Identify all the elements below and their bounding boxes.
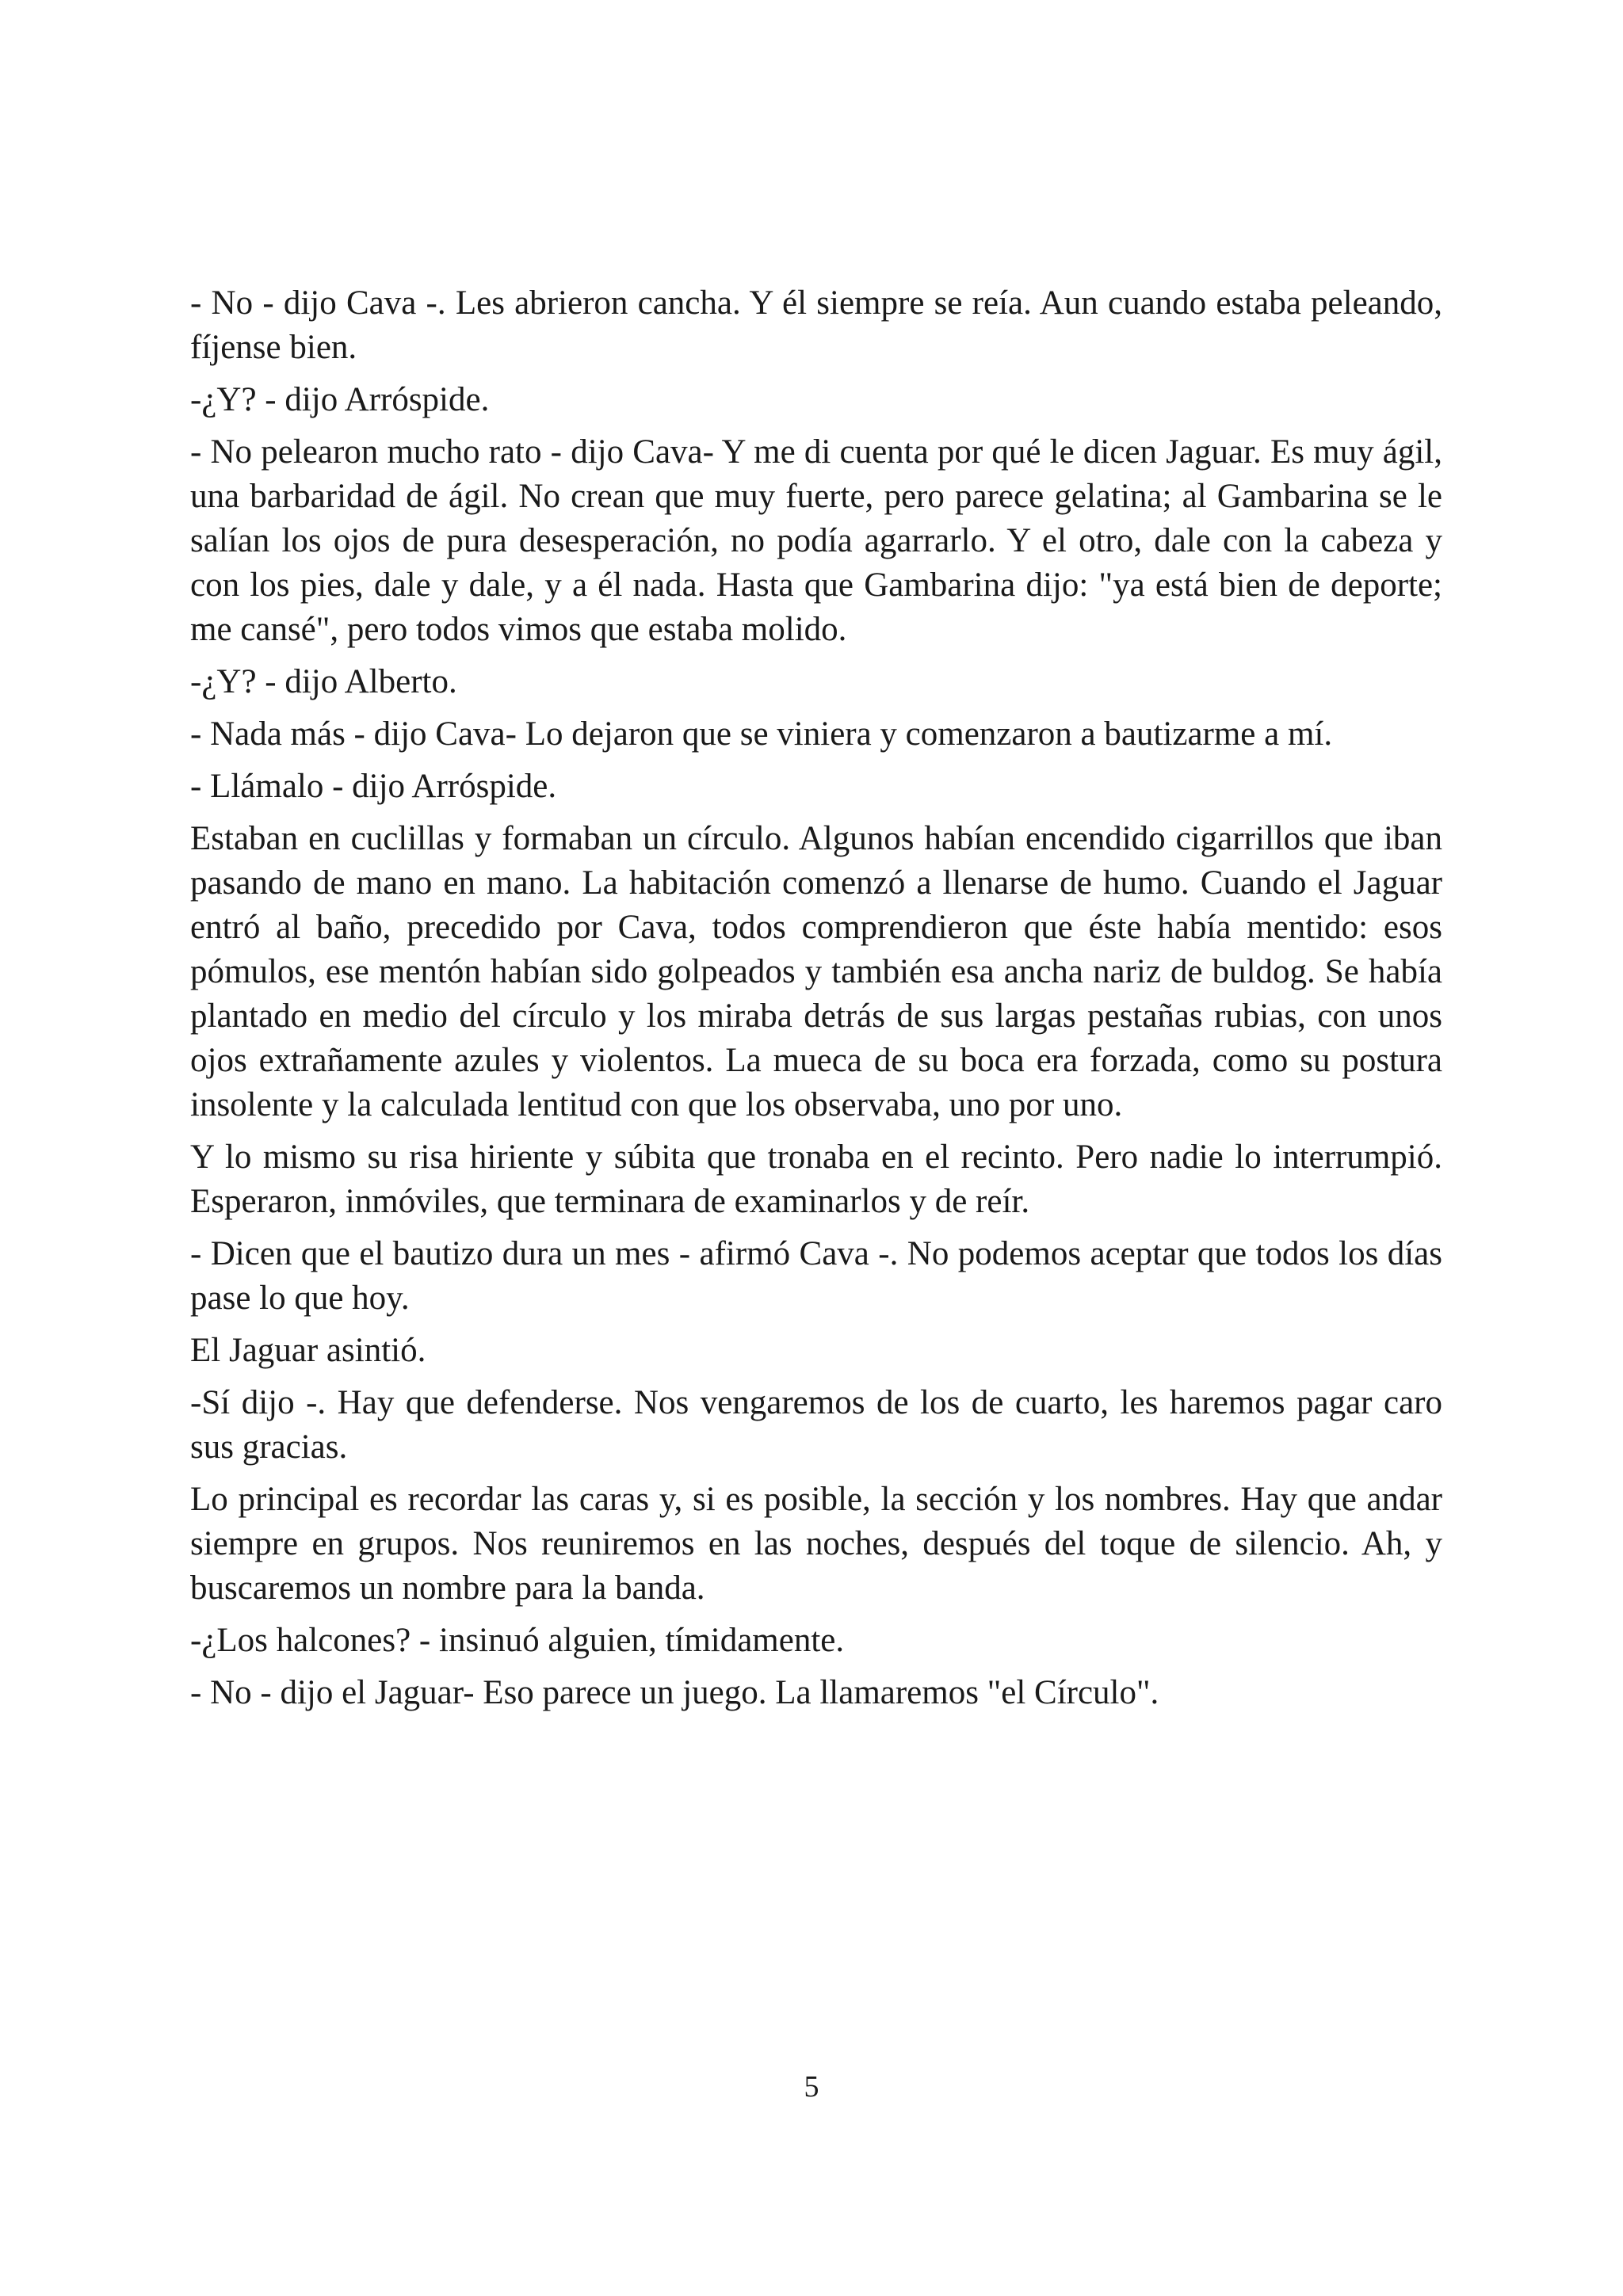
paragraph: Estaban en cuclillas y formaban un círculo. Algunos habían encendido cigarrillos que iban pasando de mano en mano. La habitación comenzó a llenarse de humo. Cuando el Jaguar entró al baño, precedido por Cava, todos comprendieron que éste había mentido: esos pómulos, ese mentón habían sido golpeados y también esa ancha nariz de buldog. Se había plantado en medio del círculo y los miraba detrás de sus largas pestañas rubias, con unos ojos extrañamente azules y violentos. La mueca de su boca era forzada, como su postura insolente y la calculada lentitud con que los observaba, uno por uno. — [190, 820, 1442, 1123]
paragraph: - No pelearon mucho rato - dijo Cava- Y me di cuenta por qué le dicen Jaguar. Es muy ágil, una barbaridad de ágil. No crean que muy fuerte, pero parece gelatina; al Gambarina se le salían los ojos de pura desesperación, no podía agarrarlo. Y el otro, dale con la cabeza y con los pies, dale y dale, y a él nada. Hasta que Gambarina dijo: "ya está bien de deporte; me cansé", pero todos vimos que estaba molido. — [190, 433, 1442, 648]
paragraph: -Sí dijo -. Hay que defenderse. Nos vengaremos de los de cuarto, les haremos pagar caro sus gracias. — [190, 1384, 1442, 1466]
body-text — [190, 281, 1442, 1723]
paragraph: - No - dijo Cava -. Les abrieron cancha. Y él siempre se reía. Aun cuando estaba peleando, fíjense bien. — [190, 284, 1442, 366]
paragraph: - No - dijo el Jaguar- Eso parece un juego. La llamaremos "el Círculo". — [190, 1674, 1159, 1711]
paragraph: - Dicen que el bautizo dura un mes - afirmó Cava -. No podemos aceptar que todos los días pase lo que hoy. — [190, 1235, 1442, 1317]
page-number: 5 — [804, 2070, 819, 2103]
paragraph: -¿Y? - dijo Alberto. — [190, 663, 457, 700]
paragraph: - Llámalo - dijo Arróspide. — [190, 768, 557, 805]
paragraph: -¿Los halcones? - insinuó alguien, tímidamente. — [190, 1622, 845, 1659]
paragraph: -¿Y? - dijo Arróspide. — [190, 381, 490, 418]
paragraph: - Nada más - dijo Cava- Lo dejaron que se viniera y comenzaron a bautizarme a mí. — [190, 715, 1333, 753]
paragraph: Y lo mismo su risa hiriente y súbita que tronaba en el recinto. Pero nadie lo interrumpió. Esperaron, inmóviles, que terminara de examinarlos y de reír. — [190, 1138, 1442, 1220]
paragraph: Lo principal es recordar las caras y, si es posible, la sección y los nombres. Hay que andar siempre en grupos. Nos reuniremos en las noches, después del toque de silencio. Ah, y buscaremos un nombre para la banda. — [190, 1481, 1442, 1607]
paragraph: El Jaguar asintió. — [190, 1332, 426, 1369]
